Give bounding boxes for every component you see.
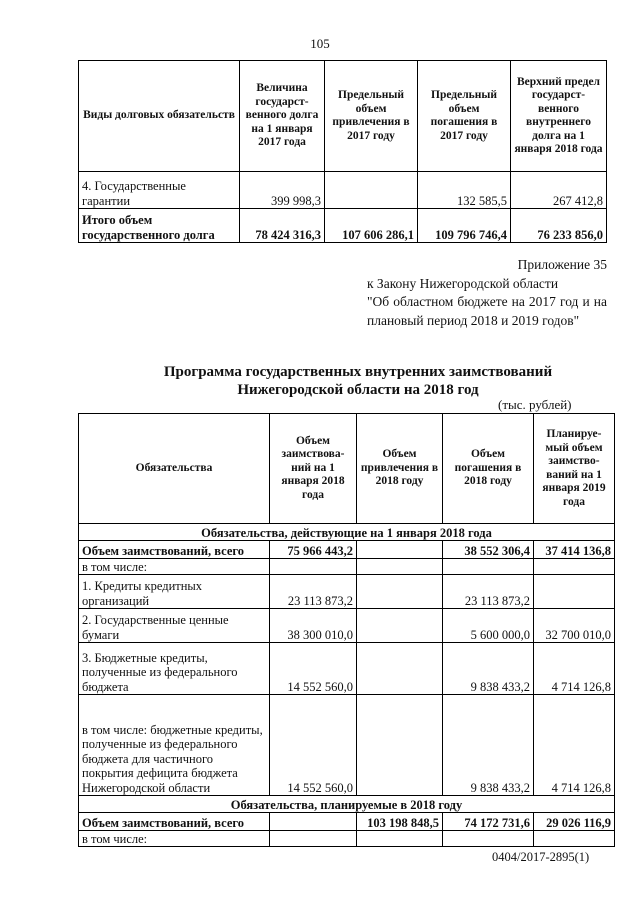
appendix-number: Приложение 35 (517, 257, 607, 272)
cell-value (443, 559, 534, 575)
header-cell: Планируе-мый объем заимство-ваний на 1 января 2019 года (534, 414, 615, 524)
cell-value (534, 559, 615, 575)
cell-value: 14 552 560,0 (270, 695, 357, 796)
section-heading: Обязательства, действующие на 1 января 2018 года (79, 524, 615, 541)
cell-value: 29 026 116,9 (534, 813, 615, 831)
table-row (79, 831, 615, 847)
debt-obligations-table (78, 60, 607, 243)
header-cell: Обязательства (79, 414, 270, 524)
appendix-law: к Закону Нижегородской области (367, 275, 559, 291)
section-heading: Обязательства, планируемые в 2018 году (79, 796, 615, 813)
table-row-total (79, 209, 607, 243)
title-line: Нижегородской области на 2018 год (237, 382, 479, 398)
cell-value: 107 606 286,1 (325, 209, 418, 243)
table-row-total (79, 541, 615, 559)
table-row (79, 643, 615, 695)
cell-value: 4 714 126,8 (534, 695, 615, 796)
header-cell: Предельный объем привлечения в 2017 году (325, 61, 418, 172)
table-row (79, 172, 607, 209)
title-line: Программа государственных внутренних заимствований (163, 364, 553, 380)
cell-value: 399 998,3 (240, 172, 325, 209)
cell-value: 78 424 316,3 (240, 209, 325, 243)
cell-value (534, 831, 615, 847)
cell-value (357, 695, 443, 796)
cell-value (357, 609, 443, 643)
appendix-note (367, 256, 607, 330)
cell-value (270, 813, 357, 831)
header-cell: Величина государст-венного долга на 1 января 2017 года (240, 61, 325, 172)
row-label: 3. Бюджетные кредиты, полученные из федерального бюджета (79, 643, 270, 695)
row-label: в том числе: бюджетные кредиты, полученные из федерального бюджета для частичного покрытия дефицита бюджета Нижегородской области (79, 695, 270, 796)
row-label: 1. Кредиты кредитных организаций (79, 575, 270, 609)
cell-value (357, 575, 443, 609)
cell-value: 37 414 136,8 (534, 541, 615, 559)
appendix-law-title: "Об областном бюджете на 2017 год и на плановый период 2018 и 2019 годов" (367, 294, 607, 328)
row-label: 2. Государственные ценные бумаги (79, 609, 270, 643)
cell-value: 14 552 560,0 (270, 643, 357, 695)
table-row (79, 559, 615, 575)
cell-value (357, 541, 443, 559)
table-row-total (79, 813, 615, 831)
header-cell: Предельный объем погашения в 2017 году (418, 61, 511, 172)
cell-value: 103 198 848,5 (357, 813, 443, 831)
cell-value: 5 600 000,0 (443, 609, 534, 643)
document-code: 0404/2017-2895(1) (492, 850, 590, 864)
row-label: Объем заимствований, всего (79, 541, 270, 559)
header-cell: Объем привлечения в 2018 году (357, 414, 443, 524)
cell-value (443, 831, 534, 847)
cell-value: 4 714 126,8 (534, 643, 615, 695)
row-label: Объем заимствований, всего (79, 813, 270, 831)
cell-value (270, 559, 357, 575)
table-row (79, 695, 615, 796)
cell-value (270, 831, 357, 847)
table-row (79, 575, 615, 609)
cell-value: 76 233 856,0 (511, 209, 607, 243)
cell-value (534, 575, 615, 609)
table-row (79, 609, 615, 643)
row-label: в том числе: (79, 559, 270, 575)
cell-value: 74 172 731,6 (443, 813, 534, 831)
page-title (0, 363, 640, 399)
cell-value (357, 831, 443, 847)
header-cell: Объем погашения в 2018 году (443, 414, 534, 524)
header-cell: Объем заимствова-ний на 1 января 2018 года (270, 414, 357, 524)
header-cell: Верхний предел государст-венного внутреннего долга на 1 января 2018 года (511, 61, 607, 172)
cell-value: 132 585,5 (418, 172, 511, 209)
cell-value: 32 700 010,0 (534, 609, 615, 643)
unit-label: (тыс. рублей) (498, 397, 572, 412)
row-label: Итого объем государственного долга (79, 209, 240, 243)
header-cell: Виды долговых обязательств (79, 61, 240, 172)
cell-value: 38 552 306,4 (443, 541, 534, 559)
cell-value: 23 113 873,2 (443, 575, 534, 609)
row-label: в том числе: (79, 831, 270, 847)
cell-value: 9 838 433,2 (443, 643, 534, 695)
cell-value: 109 796 746,4 (418, 209, 511, 243)
cell-value: 38 300 010,0 (270, 609, 357, 643)
cell-value (357, 559, 443, 575)
cell-value: 9 838 433,2 (443, 695, 534, 796)
cell-value (357, 643, 443, 695)
page-number: 105 (310, 36, 330, 51)
row-label: 4. Государственные гарантии (79, 172, 240, 209)
cell-value: 75 966 443,2 (270, 541, 357, 559)
cell-value: 23 113 873,2 (270, 575, 357, 609)
cell-value (325, 172, 418, 209)
cell-value: 267 412,8 (511, 172, 607, 209)
borrowing-program-table (78, 413, 615, 847)
